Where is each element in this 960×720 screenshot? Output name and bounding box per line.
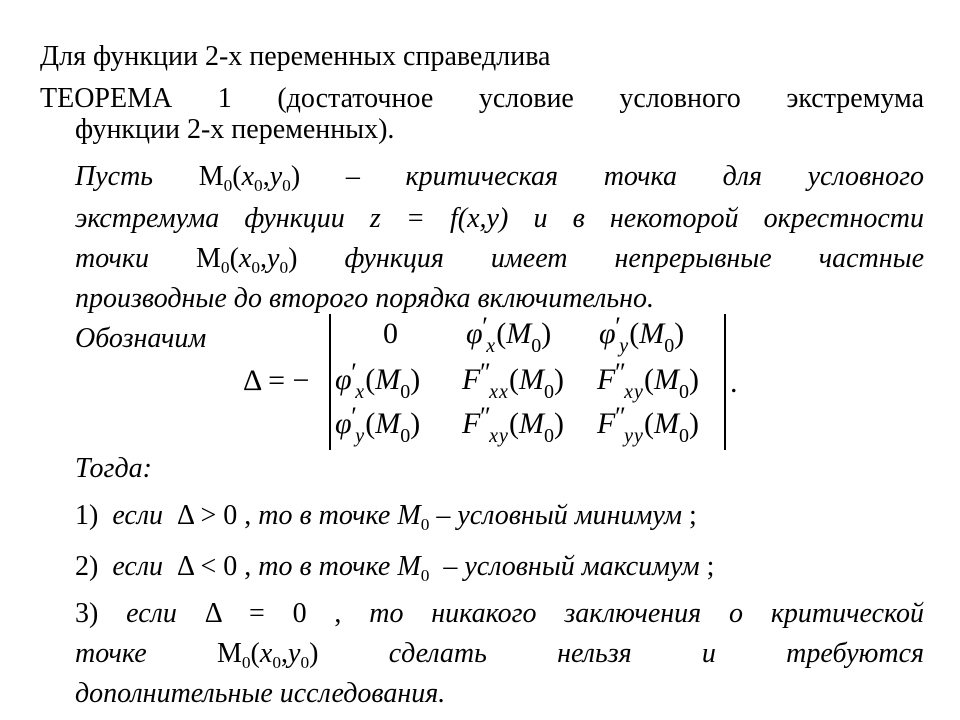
subscript-zero: 0 bbox=[678, 381, 689, 403]
subscript-zero: 0 bbox=[531, 335, 542, 357]
case-result: – условный максимум bbox=[443, 551, 700, 582]
then-label: Тогда: bbox=[75, 453, 152, 484]
subscript-zero: 0 bbox=[400, 425, 411, 447]
subscript-zero: 0 bbox=[279, 258, 289, 278]
case-3-line2 bbox=[75, 637, 924, 671]
f-symbol: F bbox=[597, 363, 616, 396]
premise-line1 bbox=[75, 160, 924, 194]
m-symbol: M bbox=[653, 363, 679, 396]
premise-line3-tail: функция имеет непрерывные частные bbox=[344, 243, 924, 274]
matrix-cell-3-3: $F''_{yy}(M_0)$ bbox=[597, 402, 699, 447]
point-m0-formula: $M_0(x_0,y_0)$ bbox=[195, 243, 298, 278]
matrix-cell-1-3: $\varphi'_y(M_0)$ bbox=[599, 312, 685, 357]
phi-symbol: φ bbox=[599, 317, 616, 350]
subscript-zero: 0 bbox=[220, 258, 230, 278]
determinant-right-bar bbox=[724, 314, 726, 450]
premise-line3-head: точки bbox=[75, 243, 149, 274]
determinant-left-bar bbox=[329, 314, 331, 450]
subscript-zero: 0 bbox=[223, 176, 233, 196]
subscript-zero: 0 bbox=[543, 425, 554, 447]
case-result: – условный минимум bbox=[436, 500, 683, 531]
f-symbol: F bbox=[462, 407, 481, 440]
f-symbol: F bbox=[462, 363, 481, 396]
intro-text: Для функции 2-х переменных справедлива bbox=[40, 41, 551, 72]
matrix-cell-3-2: $F''_{xy}(M_0)$ bbox=[462, 402, 564, 447]
case-then-phrase: то в точке bbox=[258, 500, 391, 531]
x-symbol: x bbox=[238, 243, 252, 274]
premise-line3 bbox=[75, 242, 924, 276]
m-symbol: M bbox=[639, 317, 665, 350]
y-symbol: y bbox=[267, 243, 280, 274]
case-number: 2) bbox=[75, 551, 99, 582]
y-symbol: y bbox=[288, 638, 301, 669]
m-symbol: M bbox=[518, 407, 544, 440]
premise-word-let: Пусть bbox=[75, 161, 154, 192]
x-symbol: x bbox=[241, 161, 255, 192]
case-end-mark: ; bbox=[689, 500, 697, 531]
subscript-zero: 0 bbox=[254, 176, 263, 196]
subscript-zero: 0 bbox=[678, 425, 689, 447]
matrix-cell-2-1: $\varphi'_x(M_0)$ bbox=[335, 358, 421, 403]
subscript-zero: 0 bbox=[400, 381, 411, 403]
m-symbol: M bbox=[375, 407, 401, 440]
determinant-period: . bbox=[730, 366, 738, 399]
phi-symbol: φ bbox=[335, 363, 352, 396]
case-comma: , bbox=[334, 598, 342, 629]
premise-line1-tail: – критическая точка для условного bbox=[345, 161, 924, 192]
determinant-lhs: Δ = − bbox=[243, 364, 310, 397]
matrix-cell-1-1: 0 bbox=[383, 317, 398, 350]
subscript-zero: 0 bbox=[543, 381, 554, 403]
matrix-cell-3-1: $\varphi'_y(M_0)$ bbox=[335, 402, 421, 447]
case-3-point-word: точке bbox=[75, 638, 147, 669]
case-condition: Δ = 0 bbox=[204, 598, 307, 629]
m-symbol: M bbox=[506, 317, 532, 350]
m-symbol: M bbox=[195, 243, 221, 274]
subscript-xy: xy bbox=[624, 381, 644, 403]
subscript-xx: xx bbox=[489, 381, 509, 403]
theorem-title-line1: ТЕОРЕМА 1 (достаточное условие условного экстремума bbox=[40, 83, 924, 114]
case-1 bbox=[75, 499, 697, 533]
m-symbol: M bbox=[653, 407, 679, 440]
subscript-zero: 0 bbox=[241, 653, 251, 673]
subscript-zero: 0 bbox=[300, 653, 310, 673]
phi-symbol: φ bbox=[335, 407, 352, 440]
function-formula: z = f(x,y) bbox=[369, 203, 509, 234]
premise-line2-tail: и в некоторой окрестности bbox=[533, 203, 924, 234]
m-symbol: M bbox=[198, 161, 224, 192]
case-if-word: если bbox=[112, 500, 164, 531]
case-3-line3: дополнительные исследования. bbox=[75, 678, 446, 709]
case-then-phrase: то в точке bbox=[258, 551, 391, 582]
matrix-cell-1-2: $\varphi'_x(M_0)$ bbox=[466, 312, 552, 357]
subscript-zero: 0 bbox=[664, 335, 675, 357]
subscript-zero: 0 bbox=[272, 653, 281, 673]
case-condition: Δ < 0 , bbox=[177, 551, 252, 582]
premise-line2-head: экстремума функции bbox=[75, 203, 345, 234]
subscript-yy: yy bbox=[624, 425, 644, 447]
premise-line2 bbox=[75, 202, 924, 236]
subscript-x: x bbox=[355, 381, 366, 403]
subscript-x: x bbox=[486, 335, 497, 357]
subscript-zero: 0 bbox=[420, 515, 430, 535]
m-symbol: M bbox=[216, 638, 242, 669]
case-end-mark: ; bbox=[706, 551, 715, 582]
subscript-zero: 0 bbox=[282, 176, 291, 196]
matrix-cell-2-2: $F''_{xx}(M_0)$ bbox=[462, 358, 564, 403]
m-symbol: M bbox=[397, 500, 421, 531]
subscript-y: y bbox=[355, 425, 366, 447]
m-symbol: M bbox=[397, 551, 421, 582]
case-3-make-phrase: сделать нельзя и требуются bbox=[388, 638, 925, 669]
point-m0-formula: $M_0(x_0,y_0)$ bbox=[198, 161, 301, 196]
point-m0-formula: $M_0(x_0,y_0)$ bbox=[216, 638, 319, 673]
denote-label: Обозначим bbox=[75, 323, 207, 354]
m-symbol: M bbox=[375, 363, 401, 396]
case-2 bbox=[75, 550, 714, 584]
case-3-line1 bbox=[75, 597, 924, 631]
theorem-title-line2: функции 2-х переменных). bbox=[75, 114, 395, 145]
case-3-rest: то никакого заключения о критической bbox=[369, 598, 925, 629]
case-number: 1) bbox=[75, 500, 99, 531]
f-symbol: F bbox=[597, 407, 616, 440]
premise-line4: производные до второго порядка включительно. bbox=[75, 283, 655, 314]
subscript-xy: xy bbox=[489, 425, 509, 447]
case-condition: Δ > 0 , bbox=[177, 500, 252, 531]
y-symbol: y bbox=[269, 161, 283, 192]
m-symbol: M bbox=[518, 363, 544, 396]
case-if-word: если bbox=[112, 551, 164, 582]
subscript-y: y bbox=[619, 335, 630, 357]
subscript-zero: 0 bbox=[420, 566, 430, 586]
case-if-word: если bbox=[126, 598, 177, 629]
case-number: 3) bbox=[75, 598, 99, 629]
matrix-cell-2-3: $F''_{xy}(M_0)$ bbox=[597, 358, 699, 403]
subscript-zero: 0 bbox=[251, 258, 261, 278]
phi-symbol: φ bbox=[466, 317, 483, 350]
x-symbol: x bbox=[259, 638, 273, 669]
